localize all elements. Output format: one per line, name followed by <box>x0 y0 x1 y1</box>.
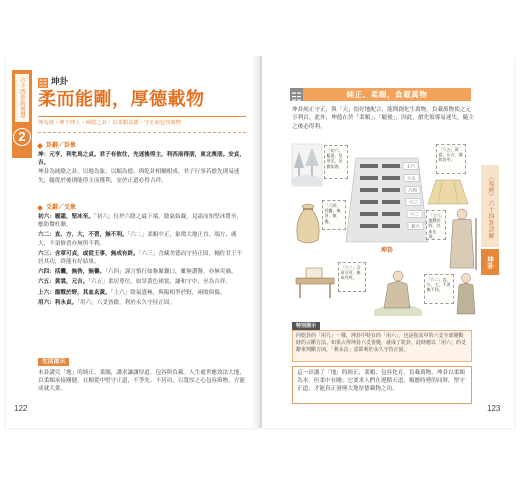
kneeling-man-illustration <box>374 271 422 316</box>
diagram-line-label: 六五 <box>407 175 416 181</box>
diagram-line-label: 六二 <box>410 211 419 217</box>
line-commentary: 「初六」位於六陰之最下端，陰氣始凝，見霜而知堅冰將至，應防微杜漸。 <box>38 214 243 229</box>
callout-fifth-line: 「六五」黃裳，元吉，謙和居中。 <box>436 144 466 174</box>
hexagram-name: 坤卦 <box>51 77 69 87</box>
right-page <box>262 56 514 428</box>
line-classic-text: 六四：括囊，無咎，無譽。 <box>38 269 106 276</box>
special-note-label: 特別提示 <box>292 322 320 330</box>
kun-hexagram-diagram <box>346 158 428 254</box>
section-judgment <box>38 142 246 185</box>
line-commentary: 「六二」柔順中正，象徵大地正直、端方、廣大，不須修習亦無所不利。 <box>38 232 237 247</box>
diamond-bullet-icon <box>37 143 43 149</box>
diagram-line-label: 上六 <box>406 163 415 169</box>
callout-third-line: 「六三」含章可貞，無成有終。 <box>338 262 366 292</box>
line-commentary: 「六三」含藏美德而守持正固，輔佐君王不居其功，終能有好結果。 <box>38 250 243 266</box>
section-heading-text: 爻辭／爻象 <box>46 204 77 211</box>
section-heading-text: 卦辭／卦象 <box>46 142 77 149</box>
page-number: 122 <box>14 404 28 413</box>
intro-paragraph: 坤卦純正守正，與「天」很好地配合，能開創化生萬物，負載萬物使之元亨利貞。此外，坤德在於「柔順」、「隨後」，因此，搶先領導易迷失，隨主之後必得利。 <box>292 107 474 130</box>
list-item <box>38 250 246 266</box>
hexagram-icon <box>38 78 48 88</box>
hexagram-icon <box>290 88 303 101</box>
list-item <box>38 213 246 229</box>
chapter-band <box>12 70 32 158</box>
title-rule <box>38 116 246 117</box>
section-header: 純正、柔順，負載萬物 <box>303 88 471 101</box>
page-title: 柔而能剛，厚德載物 <box>38 89 205 110</box>
line-commentary: 「六四」謹言慎行如紮緊囊口，雖無讚譽，亦無災禍。 <box>105 269 237 276</box>
line-list <box>38 213 246 307</box>
section-heading <box>38 204 246 212</box>
list-item <box>38 299 246 307</box>
section-lines <box>38 204 246 309</box>
hexagram-thumb-tab: 坤卦 <box>481 249 499 275</box>
line-classic-text: 六五：黃裳，元吉。 <box>38 279 89 286</box>
frost-trees-illustration <box>292 144 322 186</box>
tied-sack-illustration <box>297 204 319 243</box>
line-commentary: 「六五」柔居尊位，如穿黃色裙裳，謙和守中，至為吉祥。 <box>88 279 231 286</box>
list-item <box>38 231 246 247</box>
diagram-line-label: 初六 <box>411 223 420 229</box>
chapter-number: 2 <box>13 128 31 146</box>
line-classic-text: 六三：含章可貞，或從王事，無成有終。 <box>38 250 139 257</box>
line-classic-text: 初六：履霜，堅冰至。 <box>38 214 94 220</box>
line-classic-text: 六二：直、方、大，不習，無不利。 <box>38 232 128 239</box>
section-divider <box>38 132 246 133</box>
section-heading <box>38 142 246 150</box>
callout-first-line: 「初六」履霜，堅冰至，見微知著。 <box>324 145 348 179</box>
page-subtitle: 坤為地・坤下坤上・純陰之卦｜以柔順為德・守正而包容萬物 <box>38 120 182 126</box>
insight-text: 本卦講究「地」的純正、柔順，講求謙讓厚道、包容與負載。人生處世應效法大地，以柔順承接剛健，在順從中堅守正道，不爭先、不居功，以寬厚之心包容萬物，方能成就大業。 <box>38 370 245 393</box>
callout-fourth-line: 「六四」括囊，無咎，無譽。 <box>322 200 346 230</box>
old-man-illustration <box>450 209 476 270</box>
line-commentary: 「用六」六爻皆陰，利於永久守持正固。 <box>77 299 176 306</box>
summary-box: 這一卦講了「地」的純正、柔順，包容化育，負載萬物。坤卦以柔順為本，但柔中有剛；它要求人們在遵循天道、順應時勢的同時，堅守正道，才能真正發揮大地厚德載物之功。 <box>292 366 472 404</box>
list-item <box>38 268 246 276</box>
line-classic-text: 上六：龍戰於野，其血玄黃。 <box>38 289 111 296</box>
book-section-strip: 《易經》六十四卦詳解 <box>481 165 499 247</box>
low-table-illustration <box>296 268 334 298</box>
standing-figure-illustration <box>457 274 475 315</box>
insight-tag: 生活啟示 <box>38 358 69 366</box>
chapter-band-label: 六十四卦的智慧 <box>15 74 29 122</box>
diagram-caption: 坤卦 <box>380 247 394 254</box>
line-classic-text: 用六：利永貞。 <box>38 299 78 306</box>
callout-second-line: 「六二」直、方、大，不習無不利。 <box>424 274 454 304</box>
callout-top-line: 「上六」龍戰於野，其血玄黃。 <box>426 210 446 240</box>
section-insight <box>38 348 246 394</box>
left-page <box>6 56 260 428</box>
diagram-line-label: 六三 <box>409 199 418 205</box>
line-commentary: 「上六」陰氣盛極，與陽相爭於野，兩敗俱傷。 <box>110 289 226 296</box>
special-note-text: 同乾卦的「用九」一樣，坤卦中特有的「用六」，也是指其中的六爻全部變動時的占斷方法。如果占得坤卦六爻皆變，就成了乾卦，此時應以「用六」的爻辭來判斷吉凶。「利永貞」意即利於永久守持正固。 <box>292 330 472 362</box>
judgment-classic-text: 坤：元亨，利牝馬之貞。君子有攸往，先迷後得主，利西南得朋，東北喪朋。安貞，吉。 <box>38 152 245 167</box>
judgment-commentary: 坤卦為純陰之卦，以地為象，以順為德，與乾卦相輔相成。君子行事若搶先則易迷失，隨從於後則能得主而獲利，安於正道必得吉祥。 <box>38 169 240 184</box>
diagram-line-label: 六四 <box>408 187 417 193</box>
yellow-skirt-illustration <box>428 180 468 204</box>
list-item <box>38 278 246 286</box>
list-item <box>38 289 246 297</box>
page-number: 123 <box>487 404 501 413</box>
diamond-bullet-icon <box>37 205 43 211</box>
